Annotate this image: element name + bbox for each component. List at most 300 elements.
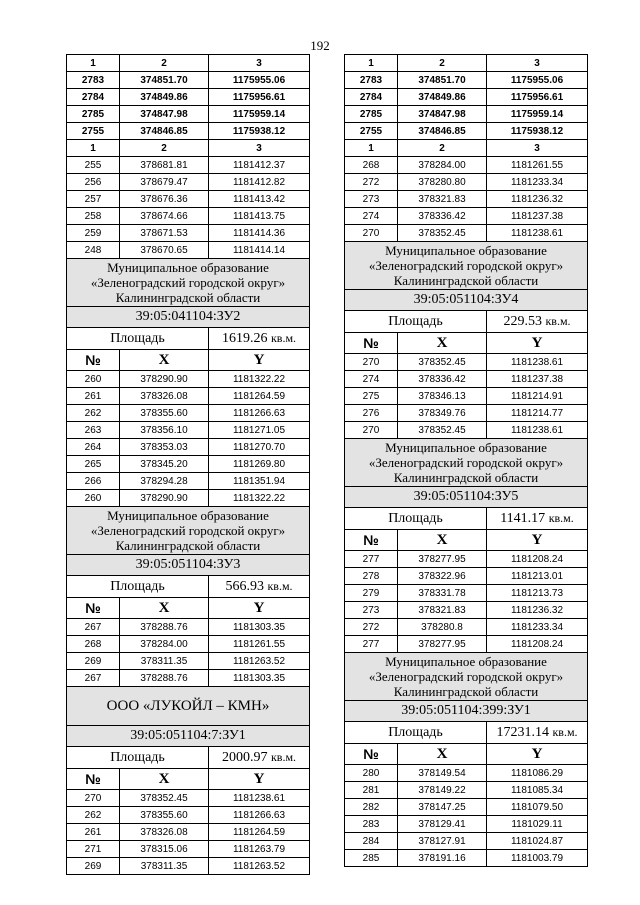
y-coordinate: 1181263.52	[209, 653, 310, 670]
x-coordinate: 378147.25	[398, 799, 487, 816]
table-row	[345, 405, 588, 422]
table-row	[67, 388, 310, 405]
area-value-cell	[487, 722, 588, 744]
y-coordinate: 1181414.14	[209, 242, 310, 259]
municipality-line: Калининградской области	[393, 684, 539, 699]
x-coordinate: 378336.42	[398, 208, 487, 225]
x-coordinate: 378288.76	[120, 670, 209, 687]
area-value-cell	[487, 508, 588, 530]
y-coordinate: 1181261.55	[209, 636, 310, 653]
x-coordinate: 378336.42	[398, 371, 487, 388]
table-row	[345, 816, 588, 833]
y-coordinate: 1175955.06	[209, 72, 310, 89]
area-value: 1141.17	[500, 510, 546, 526]
header-y: Y	[487, 744, 588, 765]
point-number: 268	[67, 636, 120, 653]
point-number: 272	[345, 619, 398, 636]
y-coordinate: 1181208.24	[487, 551, 588, 568]
table-row	[345, 850, 588, 867]
header-cell: 2	[120, 140, 209, 157]
y-coordinate: 1181238.61	[209, 790, 310, 807]
table-row	[67, 636, 310, 653]
point-number: 255	[67, 157, 120, 174]
area-unit: кв.м.	[545, 313, 571, 328]
column-header-row	[345, 333, 588, 354]
header-x: X	[398, 333, 487, 354]
point-number: 2785	[67, 106, 120, 123]
table-row	[67, 191, 310, 208]
point-number: 257	[67, 191, 120, 208]
header-number: №	[345, 333, 398, 354]
x-coordinate: 374847.98	[120, 106, 209, 123]
coordinates-table-right	[344, 54, 588, 867]
point-number: 270	[345, 422, 398, 439]
header-cell: 1	[345, 55, 398, 72]
y-coordinate: 1175938.12	[487, 123, 588, 140]
column-header-row	[67, 350, 310, 371]
y-coordinate: 1181238.61	[487, 225, 588, 242]
point-number: 283	[345, 816, 398, 833]
header-cell: 1	[67, 140, 120, 157]
municipality-heading	[345, 242, 588, 290]
point-number: 261	[67, 824, 120, 841]
y-coordinate: 1181085.34	[487, 782, 588, 799]
table-row	[67, 174, 310, 191]
table-row	[67, 371, 310, 388]
x-coordinate: 378353.03	[120, 439, 209, 456]
x-coordinate: 374851.70	[398, 72, 487, 89]
y-coordinate: 1181351.94	[209, 473, 310, 490]
x-coordinate: 378674.66	[120, 208, 209, 225]
table-row	[67, 670, 310, 687]
column-number-header	[345, 55, 588, 72]
x-coordinate: 378284.00	[398, 157, 487, 174]
point-number: 266	[67, 473, 120, 490]
x-coordinate: 378149.22	[398, 782, 487, 799]
point-number: 2785	[345, 106, 398, 123]
header-cell: 3	[487, 140, 588, 157]
table-row	[345, 123, 588, 140]
y-coordinate: 1181263.79	[209, 841, 310, 858]
point-number: 2783	[345, 72, 398, 89]
x-coordinate: 378284.00	[120, 636, 209, 653]
table-row	[67, 473, 310, 490]
area-label: Площадь	[345, 722, 487, 744]
header-x: X	[120, 598, 209, 619]
point-number: 278	[345, 568, 398, 585]
table-row	[67, 456, 310, 473]
table-row	[345, 568, 588, 585]
x-coordinate: 378349.76	[398, 405, 487, 422]
point-number: 277	[345, 551, 398, 568]
column-header-row	[345, 530, 588, 551]
parcel-code: 39:05:051104:ЗУ4	[345, 290, 588, 311]
header-number: №	[67, 350, 120, 371]
table-row	[345, 551, 588, 568]
organization-row	[67, 687, 310, 726]
area-value-cell	[209, 328, 310, 350]
column-header-row	[67, 598, 310, 619]
x-coordinate: 378679.47	[120, 174, 209, 191]
x-coordinate: 378671.53	[120, 225, 209, 242]
coordinates-table-left	[66, 54, 310, 875]
point-number: 2784	[67, 89, 120, 106]
area-row	[345, 722, 588, 744]
header-x: X	[120, 350, 209, 371]
municipality-cell	[345, 653, 588, 701]
x-coordinate: 378352.45	[398, 354, 487, 371]
point-number: 270	[345, 354, 398, 371]
table-row	[67, 123, 310, 140]
y-coordinate: 1181322.22	[209, 490, 310, 507]
y-coordinate: 1181261.55	[487, 157, 588, 174]
table-row	[345, 833, 588, 850]
point-number: 282	[345, 799, 398, 816]
y-coordinate: 1181237.38	[487, 208, 588, 225]
municipality-cell	[67, 259, 310, 307]
y-coordinate: 1181029.11	[487, 816, 588, 833]
x-coordinate: 378355.60	[120, 405, 209, 422]
x-coordinate: 378315.06	[120, 841, 209, 858]
column-header-row	[67, 769, 310, 790]
y-coordinate: 1181270.70	[209, 439, 310, 456]
x-coordinate: 378326.08	[120, 824, 209, 841]
municipality-line: «Зеленоградский городской округ»	[368, 669, 564, 684]
header-cell: 1	[345, 140, 398, 157]
municipality-line: Муниципальное образование	[385, 243, 547, 258]
parcel-code: 39:05:041104:ЗУ2	[67, 307, 310, 328]
municipality-line: «Зеленоградский городской округ»	[368, 455, 564, 470]
page-number: 192	[310, 38, 330, 53]
y-coordinate: 1175959.14	[209, 106, 310, 123]
table-row	[345, 371, 588, 388]
y-coordinate: 1175938.12	[209, 123, 310, 140]
municipality-line: Калининградской области	[115, 538, 261, 553]
point-number: 274	[345, 208, 398, 225]
y-coordinate: 1181266.63	[209, 405, 310, 422]
table-row	[67, 619, 310, 636]
area-unit: кв.м.	[548, 510, 574, 525]
area-row	[345, 311, 588, 333]
x-coordinate: 378191.16	[398, 850, 487, 867]
municipality-line: «Зеленоградский городской округ»	[90, 275, 286, 290]
y-coordinate: 1181237.38	[487, 371, 588, 388]
x-coordinate: 378311.35	[120, 653, 209, 670]
table-row	[67, 490, 310, 507]
parcel-code-row	[67, 726, 310, 747]
y-coordinate: 1181264.59	[209, 388, 310, 405]
municipality-heading	[345, 439, 588, 487]
point-number: 276	[345, 405, 398, 422]
parcel-code-row	[345, 487, 588, 508]
point-number: 264	[67, 439, 120, 456]
table-row	[345, 174, 588, 191]
table-row	[67, 422, 310, 439]
table-row	[345, 799, 588, 816]
area-unit: кв.м.	[270, 330, 297, 345]
right-column	[344, 54, 588, 867]
y-coordinate: 1181413.42	[209, 191, 310, 208]
x-coordinate: 378345.20	[120, 456, 209, 473]
x-coordinate: 378326.08	[120, 388, 209, 405]
left-column	[66, 54, 310, 875]
x-coordinate: 378129.41	[398, 816, 487, 833]
table-row	[67, 858, 310, 875]
header-cell: 3	[209, 55, 310, 72]
point-number: 270	[67, 790, 120, 807]
x-coordinate: 378290.90	[120, 371, 209, 388]
point-number: 269	[67, 653, 120, 670]
area-value-cell	[209, 576, 310, 598]
y-coordinate: 1181303.35	[209, 670, 310, 687]
area-unit: кв.м.	[267, 578, 293, 593]
point-number: 273	[345, 191, 398, 208]
header-y: Y	[209, 350, 310, 371]
x-coordinate: 378127.91	[398, 833, 487, 850]
y-coordinate: 1181269.80	[209, 456, 310, 473]
point-number: 256	[67, 174, 120, 191]
header-cell: 3	[209, 140, 310, 157]
x-coordinate: 378355.60	[120, 807, 209, 824]
area-value: 1619.26	[221, 330, 268, 346]
point-number: 279	[345, 585, 398, 602]
x-coordinate: 378331.78	[398, 585, 487, 602]
point-number: 267	[67, 670, 120, 687]
y-coordinate: 1181236.32	[487, 602, 588, 619]
y-coordinate: 1181264.59	[209, 824, 310, 841]
x-coordinate: 378676.36	[120, 191, 209, 208]
point-number: 263	[67, 422, 120, 439]
y-coordinate: 1181079.50	[487, 799, 588, 816]
municipality-line: Муниципальное образование	[107, 508, 269, 523]
area-unit: кв.м.	[552, 724, 578, 739]
point-number: 2755	[345, 123, 398, 140]
table-row	[67, 405, 310, 422]
table-row	[67, 653, 310, 670]
header-x: X	[398, 530, 487, 551]
x-coordinate: 374846.85	[398, 123, 487, 140]
table-row	[345, 89, 588, 106]
parcel-code: 39:05:051104:399:ЗУ1	[345, 701, 588, 722]
x-coordinate: 374851.70	[120, 72, 209, 89]
area-row	[67, 747, 310, 769]
table-row	[345, 72, 588, 89]
table-row	[67, 824, 310, 841]
area-label: Площадь	[345, 508, 487, 530]
point-number: 262	[67, 405, 120, 422]
municipality-heading	[67, 259, 310, 307]
x-coordinate: 374846.85	[120, 123, 209, 140]
parcel-code-row	[345, 290, 588, 311]
table-row	[345, 157, 588, 174]
y-coordinate: 1181233.34	[487, 174, 588, 191]
x-coordinate: 378290.90	[120, 490, 209, 507]
table-row	[67, 72, 310, 89]
header-cell: 2	[398, 55, 487, 72]
x-coordinate: 378670.65	[120, 242, 209, 259]
point-number: 281	[345, 782, 398, 799]
point-number: 274	[345, 371, 398, 388]
y-coordinate: 1181238.61	[487, 422, 588, 439]
point-number: 285	[345, 850, 398, 867]
parcel-code-row	[67, 307, 310, 328]
municipality-cell	[345, 242, 588, 290]
y-coordinate: 1181413.75	[209, 208, 310, 225]
point-number: 284	[345, 833, 398, 850]
municipality-line: «Зеленоградский городской округ»	[368, 258, 564, 273]
parcel-code: 39:05:051104:ЗУ5	[345, 487, 588, 508]
y-coordinate: 1181412.37	[209, 157, 310, 174]
parcel-code-row	[67, 555, 310, 576]
area-label: Площадь	[67, 747, 209, 769]
municipality-line: Калининградской области	[393, 470, 539, 485]
area-value: 2000.97	[221, 749, 268, 765]
table-row	[67, 157, 310, 174]
y-coordinate: 1181214.77	[487, 405, 588, 422]
header-y: Y	[209, 598, 310, 619]
municipality-line: Муниципальное образование	[107, 260, 269, 275]
table-row	[345, 225, 588, 242]
municipality-heading	[67, 507, 310, 555]
municipality-cell	[345, 439, 588, 487]
point-number: 267	[67, 619, 120, 636]
table-row	[345, 208, 588, 225]
municipality-line: Муниципальное образование	[385, 440, 547, 455]
x-coordinate: 378277.95	[398, 636, 487, 653]
parcel-code: 39:05:051104:ЗУ3	[67, 555, 310, 576]
x-coordinate: 374849.86	[120, 89, 209, 106]
x-coordinate: 378356.10	[120, 422, 209, 439]
header-number: №	[345, 744, 398, 765]
column-number-header	[345, 140, 588, 157]
table-row	[67, 106, 310, 123]
header-x: X	[120, 769, 209, 790]
point-number: 268	[345, 157, 398, 174]
municipality-line: «Зеленоградский городской округ»	[90, 523, 286, 538]
point-number: 273	[345, 602, 398, 619]
point-number: 259	[67, 225, 120, 242]
table-row	[67, 841, 310, 858]
table-row	[67, 807, 310, 824]
column-number-header	[67, 140, 310, 157]
header-y: Y	[487, 333, 588, 354]
area-label: Площадь	[345, 311, 487, 333]
y-coordinate: 1181214.91	[487, 388, 588, 405]
table-row	[345, 388, 588, 405]
point-number: 262	[67, 807, 120, 824]
x-coordinate: 378321.83	[398, 191, 487, 208]
header-x: X	[398, 744, 487, 765]
column-number-header	[67, 55, 310, 72]
x-coordinate: 378322.96	[398, 568, 487, 585]
point-number: 2755	[67, 123, 120, 140]
point-number: 248	[67, 242, 120, 259]
table-row	[345, 585, 588, 602]
header-cell: 1	[67, 55, 120, 72]
table-row	[345, 602, 588, 619]
x-coordinate: 378352.45	[120, 790, 209, 807]
area-row	[67, 576, 310, 598]
y-coordinate: 1175959.14	[487, 106, 588, 123]
point-number: 280	[345, 765, 398, 782]
organization-name: ООО «ЛУКОЙЛ – КМН»	[67, 687, 310, 726]
header-number: №	[67, 769, 120, 790]
y-coordinate: 1181236.32	[487, 191, 588, 208]
y-coordinate: 1181024.87	[487, 833, 588, 850]
y-coordinate: 1181263.52	[209, 858, 310, 875]
y-coordinate: 1181266.63	[209, 807, 310, 824]
point-number: 2784	[345, 89, 398, 106]
table-row	[345, 106, 588, 123]
area-value: 566.93	[225, 578, 264, 594]
x-coordinate: 378277.95	[398, 551, 487, 568]
table-row	[345, 765, 588, 782]
header-number: №	[345, 530, 398, 551]
table-row	[345, 191, 588, 208]
point-number: 260	[67, 371, 120, 388]
municipality-line: Калининградской области	[115, 290, 261, 305]
table-row	[345, 422, 588, 439]
x-coordinate: 378288.76	[120, 619, 209, 636]
header-y: Y	[487, 530, 588, 551]
table-row	[67, 225, 310, 242]
parcel-code: 39:05:051104:7:ЗУ1	[67, 726, 310, 747]
x-coordinate: 378681.81	[120, 157, 209, 174]
point-number: 261	[67, 388, 120, 405]
table-row	[67, 439, 310, 456]
y-coordinate: 1181412.82	[209, 174, 310, 191]
column-header-row	[345, 744, 588, 765]
point-number: 271	[67, 841, 120, 858]
x-coordinate: 378149.54	[398, 765, 487, 782]
y-coordinate: 1175956.61	[209, 89, 310, 106]
y-coordinate: 1181086.29	[487, 765, 588, 782]
area-row	[67, 328, 310, 350]
y-coordinate: 1175956.61	[487, 89, 588, 106]
point-number: 260	[67, 490, 120, 507]
x-coordinate: 378280.8	[398, 619, 487, 636]
area-unit: кв.м.	[270, 749, 297, 764]
x-coordinate: 378280.80	[398, 174, 487, 191]
table-row	[345, 619, 588, 636]
point-number: 258	[67, 208, 120, 225]
x-coordinate: 378352.45	[398, 225, 487, 242]
area-value: 229.53	[503, 313, 542, 329]
area-label: Площадь	[67, 328, 209, 350]
table-row	[345, 636, 588, 653]
point-number: 269	[67, 858, 120, 875]
header-cell: 2	[398, 140, 487, 157]
y-coordinate: 1181303.35	[209, 619, 310, 636]
header-number: №	[67, 598, 120, 619]
y-coordinate: 1181322.22	[209, 371, 310, 388]
y-coordinate: 1181271.05	[209, 422, 310, 439]
y-coordinate: 1181213.73	[487, 585, 588, 602]
x-coordinate: 378294.28	[120, 473, 209, 490]
municipality-heading	[345, 653, 588, 701]
x-coordinate: 378352.45	[398, 422, 487, 439]
x-coordinate: 378311.35	[120, 858, 209, 875]
point-number: 265	[67, 456, 120, 473]
table-row	[67, 242, 310, 259]
area-value-cell	[209, 747, 310, 769]
x-coordinate: 378346.13	[398, 388, 487, 405]
y-coordinate: 1181414.36	[209, 225, 310, 242]
y-coordinate: 1181208.24	[487, 636, 588, 653]
y-coordinate: 1181238.61	[487, 354, 588, 371]
table-row	[67, 790, 310, 807]
y-coordinate: 1175955.06	[487, 72, 588, 89]
